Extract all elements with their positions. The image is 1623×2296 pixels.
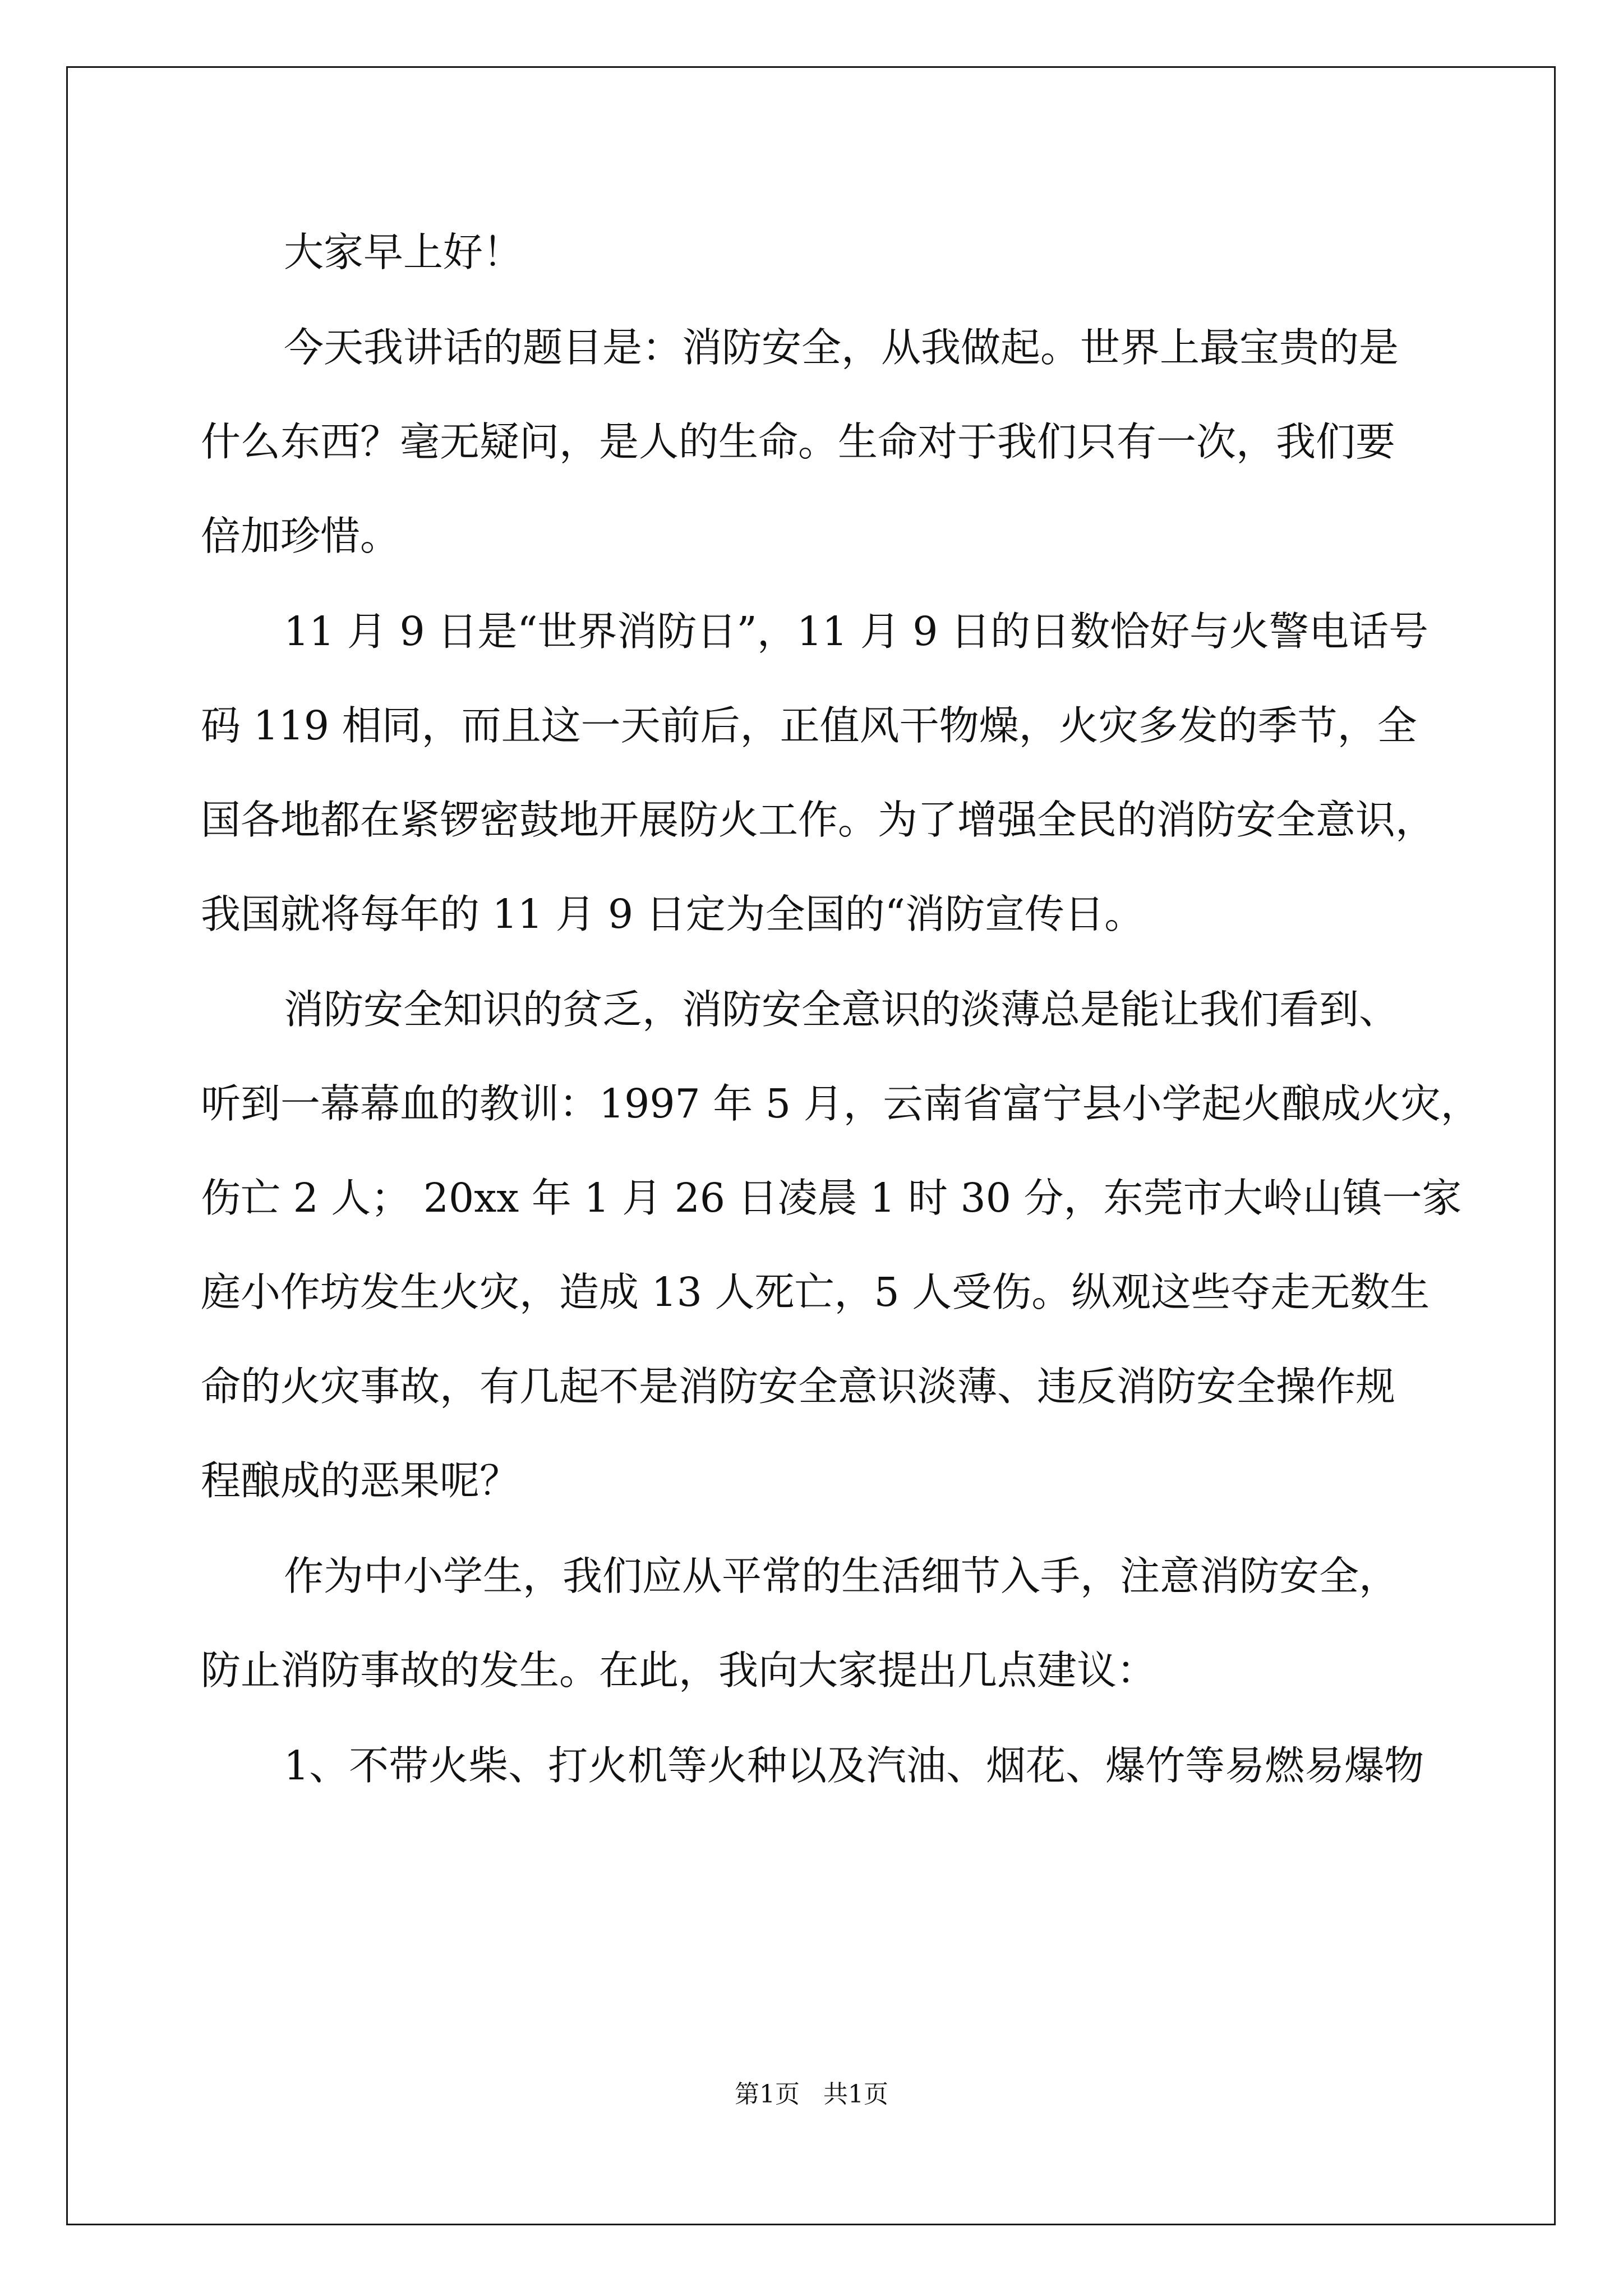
page-footer: 第1页 共1页: [735, 2080, 888, 2109]
greeting-line: 大家早上好！: [284, 229, 523, 275]
paragraph-1-line-1: 今天我讲话的题目是：消防安全，从我做起。世界上最宝贵的是: [284, 324, 1399, 371]
paragraph-3-line-1: 消防安全知识的贫乏，消防安全意识的淡薄总是能让我们看到、: [284, 986, 1399, 1033]
suggestion-1-line-1: 1、不带火柴、打火机等火种以及汽油、烟花、爆竹等易燃易爆物: [284, 1742, 1424, 1789]
paragraph-2-line-2: 码 119 相同，而且这一天前后，正值风干物燥，火灾多发的季节，全: [201, 702, 1417, 749]
paragraph-2-line-3: 国各地都在紧锣密鼓地开展防火工作。为了增强全民的消防安全意识，: [201, 797, 1436, 843]
paragraph-2-line-1: 11 月 9 日是“世界消防日”，11 月 9 日的日数恰好与火警电话号: [284, 608, 1429, 655]
paragraph-3-line-5: 命的火灾事故，有几起不是消防安全意识淡薄、违反消防安全操作规: [201, 1363, 1396, 1410]
paragraph-1-line-3: 倍加珍惜。: [201, 513, 400, 559]
paragraph-3-line-2: 听到一幕幕血的教训：1997 年 5 月，云南省富宁县小学起火酿成火灾，: [201, 1080, 1481, 1127]
paragraph-1-line-2: 什么东西？毫无疑问，是人的生命。生命对于我们只有一次，我们要: [201, 418, 1396, 465]
paragraph-3-line-4: 庭小作坊发生火灾，造成 13 人死亡，5 人受伤。纵观这些夺走无数生: [201, 1269, 1430, 1315]
paragraph-2-line-4: 我国就将每年的 11 月 9 日定为全国的“消防宣传日。: [201, 891, 1145, 937]
paragraph-4-line-2: 防止消防事故的发生。在此，我向大家提出几点建议：: [201, 1647, 1157, 1694]
page-border: [66, 66, 1556, 2225]
paragraph-3-line-3: 伤亡 2 人； 20xx 年 1 月 26 日凌晨 1 时 30 分，东莞市大岭山镇一家: [201, 1175, 1462, 1221]
paragraph-3-line-6: 程酿成的恶果呢？: [201, 1457, 520, 1504]
paragraph-4-line-1: 作为中小学生，我们应从平常的生活细节入手，注意消防安全，: [284, 1553, 1399, 1599]
